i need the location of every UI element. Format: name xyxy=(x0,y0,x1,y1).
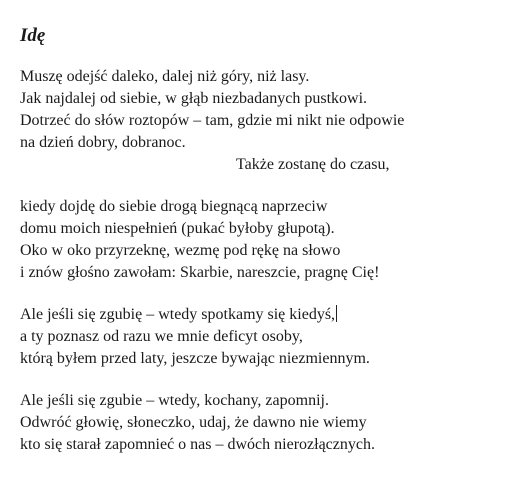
document-page xyxy=(20,24,504,476)
stanza-1 xyxy=(20,66,504,176)
poem-line: Ale jeśli się zgubie – wtedy, kochany, zapomnij. xyxy=(20,392,329,409)
poem-line: i znów głośno zawołam: Skarbie, nareszcie, pragnę Cię! xyxy=(20,264,380,281)
poem-line: Muszę odejść daleko, dalej niż góry, niż lasy. xyxy=(20,68,310,85)
poem-line-with-cursor[interactable] xyxy=(20,304,504,326)
poem-line: Odwróć głowię, słoneczko, udaj, że dawno nie wiemy xyxy=(20,414,367,431)
stanza-2 xyxy=(20,196,504,284)
poem-line: Jak najdalej od siebie, w głąb niezbadanych pustkowi. xyxy=(20,90,368,107)
poem-line: na dzień dobry, dobranoc. xyxy=(20,134,186,151)
poem-line: a ty poznasz od razu we mnie deficyt osoby, xyxy=(20,328,303,345)
poem-title: Idę xyxy=(20,25,46,46)
stanza-3 xyxy=(20,304,504,370)
poem-line: domu moich niespełnień (pukać byłoby głupotą). xyxy=(20,220,335,237)
stanza-4 xyxy=(20,390,504,456)
poem-line-indented: Także zostanę do czasu, xyxy=(236,156,390,173)
poem-line: kiedy dojdę do siebie drogą biegnącą naprzeciw xyxy=(20,198,328,215)
poem-line: którą byłem przed laty, jeszcze bywając niezmiennym. xyxy=(20,350,370,367)
poem-line: Oko w oko przyrzeknę, wezmę pod rękę na słowo xyxy=(20,242,341,259)
poem-line-text: Ale jeśli się zgubię – wtedy spotkamy się kiedyś, xyxy=(20,306,336,323)
poem-line: kto się starał zapomnieć o nas – dwóch nierozłącznych. xyxy=(20,436,375,453)
poem-line: Dotrzeć do słów roztopów – tam, gdzie mi nikt nie odpowie xyxy=(20,112,405,129)
text-cursor xyxy=(336,305,337,322)
